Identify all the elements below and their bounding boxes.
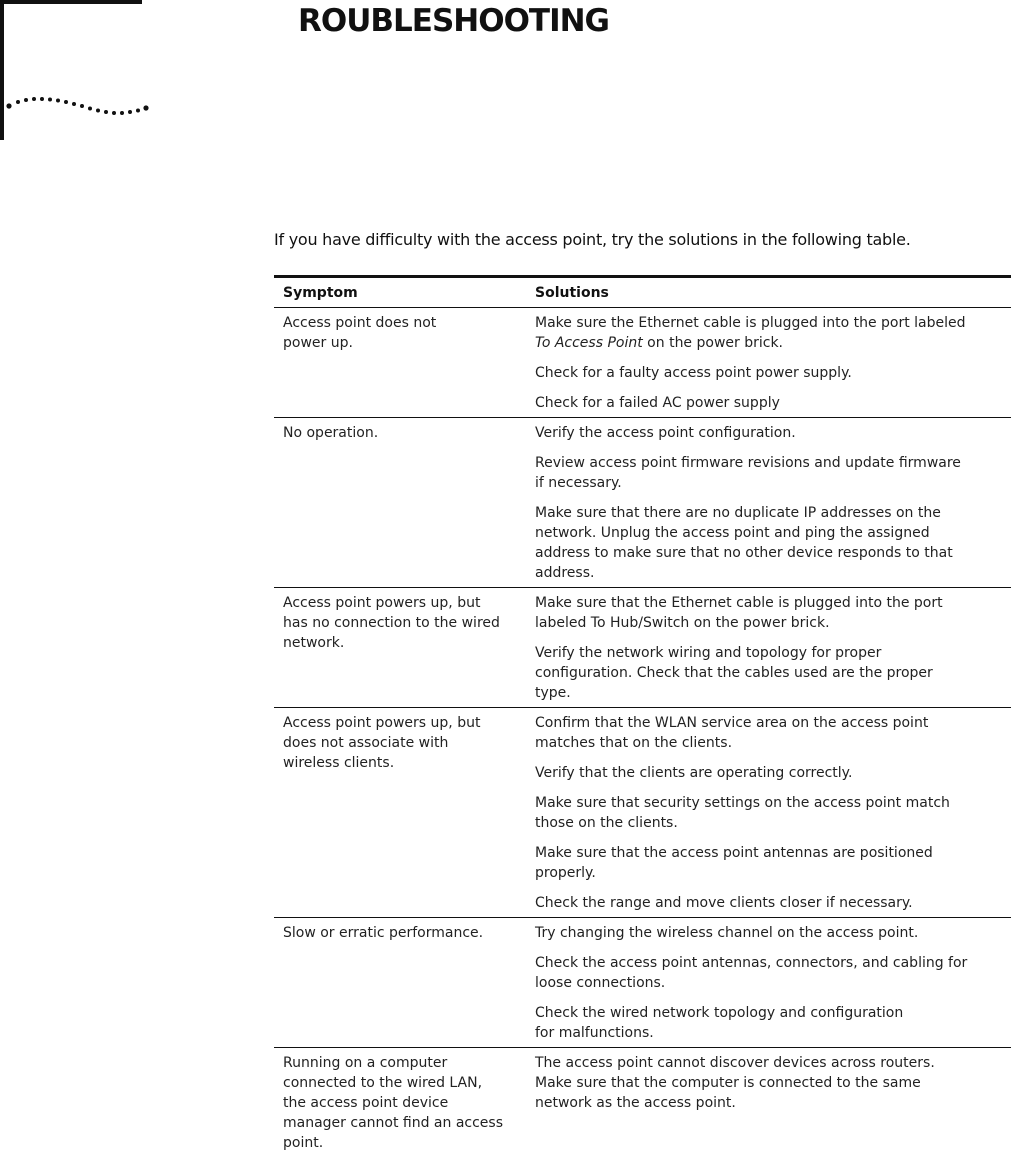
table-row xyxy=(274,418,1011,588)
solution-item: Try changing the wireless channel on the access point. xyxy=(535,925,919,941)
intro-paragraph: If you have difficulty with the access point, try the solutions in the following table. xyxy=(274,230,911,249)
solution-item: Verify the network wiring and topology for proper configuration. Check that the cables used are the proper type. xyxy=(535,645,933,701)
table-header-row xyxy=(274,278,1011,308)
chapter-title: ROUBLESHOOTING xyxy=(298,3,610,39)
table-row xyxy=(274,588,1011,708)
solutions-cell xyxy=(527,313,1011,413)
solutions-cell xyxy=(527,713,1011,913)
solution-item: Verify that the clients are operating correctly. xyxy=(535,765,853,781)
solution-item: Check the wired network topology and configuration for malfunctions. xyxy=(535,1005,904,1041)
table-row xyxy=(274,708,1011,918)
symptom-cell: No operation. xyxy=(283,425,379,441)
solutions-cell xyxy=(527,593,1011,703)
solution-item: Check the range and move clients closer if necessary. xyxy=(535,895,913,911)
table-row xyxy=(274,918,1011,1048)
solution-item: Check for a faulty access point power supply. xyxy=(535,365,852,381)
symptom-cell: Slow or erratic performance. xyxy=(283,925,484,941)
solution-item: Review access point firmware revisions and update firmware if necessary. xyxy=(535,455,961,491)
solution-item: Make sure that there are no duplicate IP addresses on the network. Unplug the access point and ping the assigned address to make sure that no other device responds to that address. xyxy=(535,505,953,581)
port-label: To Access Point xyxy=(535,335,643,351)
solution-item: Check for a failed AC power supply xyxy=(535,395,780,411)
troubleshooting-table xyxy=(274,275,1011,1157)
solution-item: Make sure that the access point antennas are positioned properly. xyxy=(535,845,933,881)
solutions-column-header: Solutions xyxy=(535,284,609,301)
solutions-cell xyxy=(527,923,1011,1043)
symptom-cell: Access point powers up, but has no connection to the wired network. xyxy=(283,595,500,651)
solution-item: Check the access point antennas, connectors, and cabling for loose connections. xyxy=(535,955,968,991)
symptom-cell: Access point powers up, but does not associate with wireless clients. xyxy=(283,715,481,771)
symptom-cell: Running on a computer connected to the wired LAN, the access point device manager cannot find an access point. xyxy=(283,1055,504,1151)
solution-item: Make sure that the Ethernet cable is plugged into the port labeled To Hub/Switch on the power brick. xyxy=(535,595,943,631)
table-row xyxy=(274,1048,1011,1157)
symptom-column-header: Symptom xyxy=(283,284,358,301)
dotted-wave-ornament xyxy=(4,92,154,132)
solution-item: The access point cannot discover devices across routers. Make sure that the computer is connected to the same network as the access point. xyxy=(535,1055,935,1111)
table-row xyxy=(274,308,1011,418)
solution-item: Confirm that the WLAN service area on the access point matches that on the clients. xyxy=(535,715,929,751)
solutions-cell xyxy=(527,423,1011,583)
solution-item: Verify the access point configuration. xyxy=(535,425,796,441)
symptom-cell: Access point does not power up. xyxy=(283,315,437,351)
solutions-cell xyxy=(527,1053,1011,1153)
solution-item: Make sure the Ethernet cable is plugged into the port labeled To Access Point on the power brick. xyxy=(535,315,966,351)
solution-item: Make sure that security settings on the access point match those on the clients. xyxy=(535,795,950,831)
